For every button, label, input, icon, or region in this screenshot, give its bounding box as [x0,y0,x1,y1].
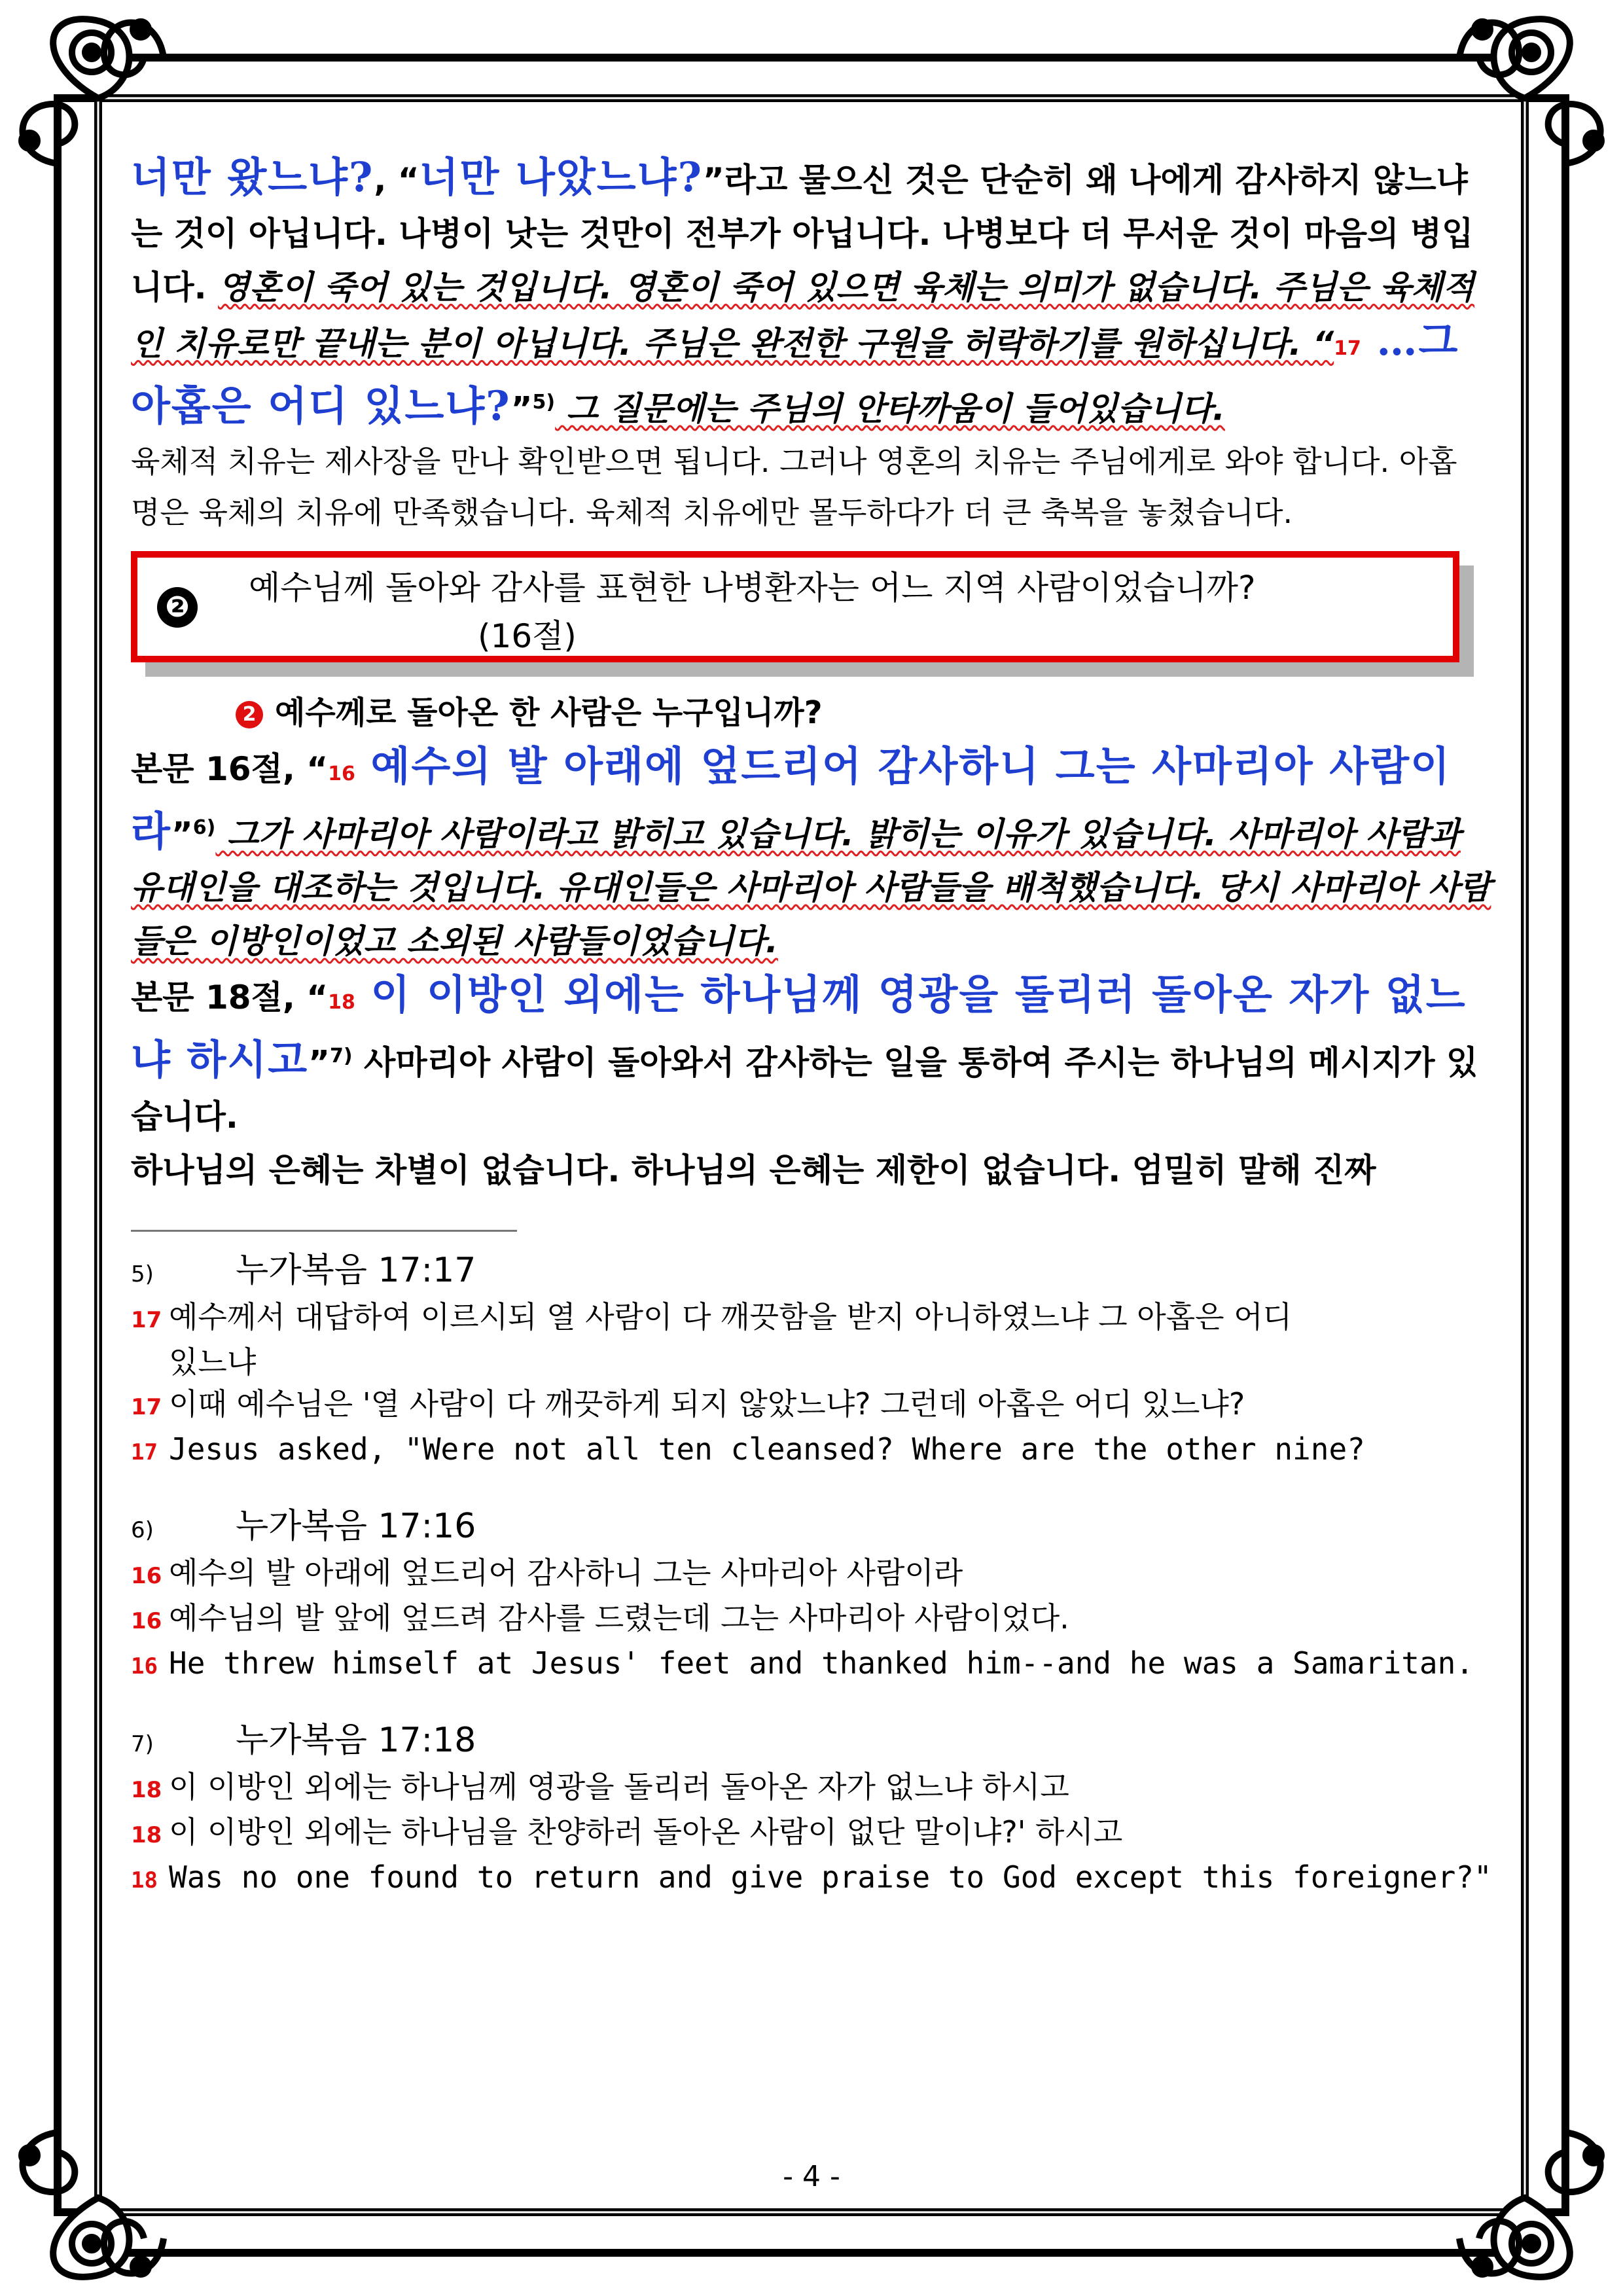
footnote-title: 누가복음 17:18 [236,1720,476,1760]
sub-question-number: 2 [236,701,263,728]
question-box [131,551,1459,662]
sub-question [236,686,1492,740]
underlined-emphasis-2: 그 질문에는 주님의 안타까움이 들어있습니다. [555,389,1225,428]
underlined-emphasis-1: 영혼이 죽어 있는 것입니다. 영혼이 죽어 있으면 육체는 의미가 없습니다. 주님은 육체적인 치유로만 끝내는 분이 아닙니다. 주님은 완전한 구원을 허락하기를 원하십니다. “ [131,268,1474,363]
paragraph-3: 본문 16절, “16 예수의 발 아래에 엎드리어 감사하니 그는 사마리아 사람이라”$^{6)}$ 그가 사마리아 사람이라고 밝히고 있습니다. 밝히는 이유가 있습니다. 사마리아 사람과 유대인을 대조하는 것입니다. 유대인들은 사마리아 사람들을 배척했습니다. 당시 사마리아 사람들은 이방인이었고 소외된 사람들이었습니다. [131,742,1491,961]
corner-ornament-top-left [22,19,164,164]
footnote-title: 누가복음 17:17 [236,1250,476,1290]
question-box-frame [131,551,1459,662]
footnote-7: 7) 누가복음 17:18 18 이 이방인 외에는 하나님께 영광을 돌리러 돌아온 자가 없느냐 하시고 18 이 이방인 외에는 하나님을 찬양하러 돌아온 사람이 없단 말이냐?' 하시고 18 Was no one found to return and give praise to God except this foreigner?" [131,1720,1492,1895]
question-text: 예수님께 돌아와 감사를 표현한 나병환자는 어느 지역 사람이었습니까? [249,568,1256,607]
question-number-badge: ❷ [157,587,198,628]
footnote-5: 5) 누가복음 17:17 17 예수께서 대답하여 이르시되 열 사람이 다 깨끗함을 받지 아니하였느냐 그 아홉은 어디 있느냐 17 이때 예수님은 '열 사람이 다 깨끗하게 되지 않았느냐? 그런데 아홉은 어디 있느냐? 17 Jesus asked, "Were not all ten cleansed? Where are the other nine? [131,1250,1365,1467]
verse-number: 18 [328,991,355,1014]
footnote-ref-6: 6) [192,816,216,839]
paragraph-2: 육체적 치유는 제사장을 만나 확인받으면 됩니다. 그러나 영혼의 치유는 주님에게로 와야 합니다. 아홉 명은 육체의 치유에 만족했습니다. 육체적 치유에만 몰두하다가 더 큰 축복을 놓쳤습니다. [131,443,1457,530]
paragraph-1: 너만 왔느냐?, “너만 나았느냐?”라고 물으신 것은 단순히 왜 나에게 감사하지 않느냐는 것이 아닙니다. 나병이 낫는 것만이 전부가 아닙니다. 나병보다 더 무서운 것이 마음의 병입니다. 영혼이 죽어 있는 것입니다. 영혼이 죽어 있으면 육체는 의미가 없습니다. 주님은 육체적인 치유로만 끝내는 분이 아닙니다. 주님은 완전한 구원을 허락하기를 원하십니다. “17 …그 아홉은 어디 있느냐?”$^{5)}$ 그 질문에는 주님의 안타까움이 들어있습니다. [131,153,1474,430]
footnote-6: 6) 누가복음 17:16 16 예수의 발 아래에 엎드리어 감사하니 그는 사마리아 사람이라 16 예수님의 발 앞에 엎드려 감사를 드렸는데 그는 사마리아 사람이었다. 16 He threw himself at Jesus' feet and thanked him--and he was a Samaritan. [131,1506,1474,1681]
paragraph-5: 하나님의 은혜는 차별이 없습니다. 하나님의 은혜는 제한이 없습니다. 엄밀히 말해 진짜 [131,1151,1376,1189]
blue-scripture-quote: 이 이방인 외에는 하나님께 영광을 돌리러 돌아온 자가 없느냐 하시고 [131,971,1467,1084]
blue-scripture-quote: …그 아홉은 어디 있느냐? [131,317,1459,430]
sub-question-text: 예수께로 돌아온 한 사람은 누구입니까? [275,694,823,731]
paragraph-4: 본문 18절, “18 이 이방인 외에는 하나님께 영광을 돌리러 돌아온 자가 없느냐 하시고”$^{7)}$ 사마리아 사람이 돌아와서 감사하는 일을 통하여 주시는 하나님의 메시지가 있습니다. [131,971,1478,1136]
underlined-emphasis-3: 그가 사마리아 사람이라고 밝히고 있습니다. 밝히는 이유가 있습니다. 사마리아 사람과 유대인을 대조하는 것입니다. 유대인들은 사마리아 사람들을 배척했습니다. 당시 사마리아 사람들은 이방인이었고 소외된 사람들이었습니다. [131,815,1491,961]
blue-quote-2: 너만 나았느냐? [419,153,703,201]
verse-number: 16 [328,762,355,785]
question-verse-ref: (16절) [478,617,577,655]
blue-scripture-quote: 예수의 발 아래에 엎드리어 감사하니 그는 사마리아 사람이라 [131,742,1451,855]
page-content [131,151,1492,1901]
corner-ornament-top-right [1459,19,1601,164]
blue-quote-1: 너만 왔느냐? [131,153,374,201]
verse-number: 17 [1334,337,1361,360]
footnote-title: 누가복음 17:16 [236,1506,476,1546]
page-number: - 4 - [783,2160,840,2193]
footnote-divider [131,1230,517,1232]
footnote-ref-7: 7) [330,1045,353,1068]
footnote-ref-5: 5) [532,391,556,414]
